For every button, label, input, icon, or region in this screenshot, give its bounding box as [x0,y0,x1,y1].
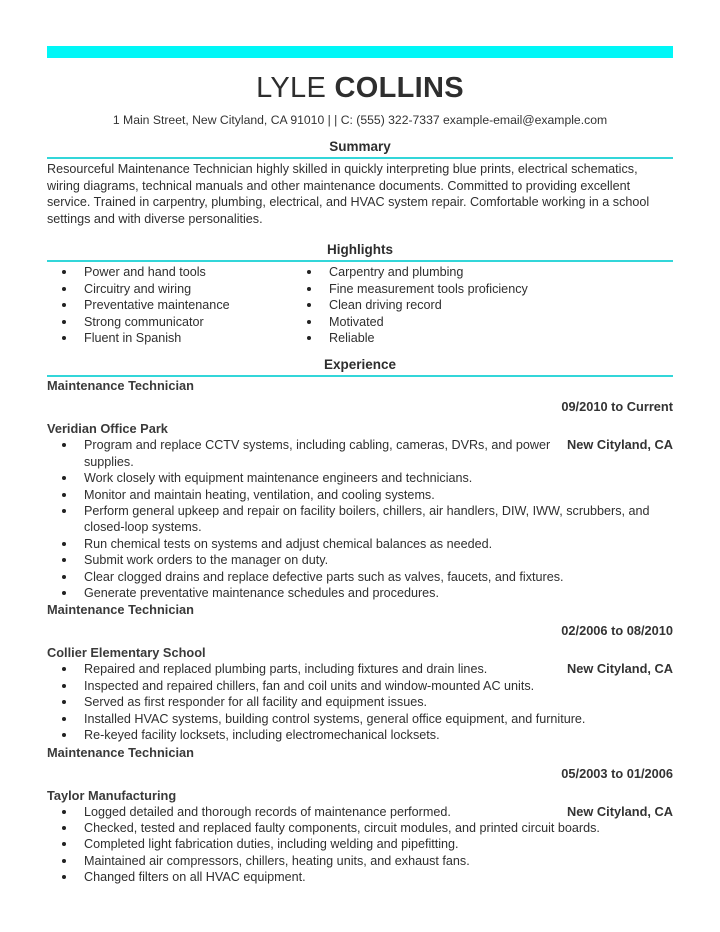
header-accent-bar [47,46,673,58]
job-body [47,437,673,601]
duty-item: Clear clogged drains and replace defective parts such as valves, faucets, and fixtures. [47,569,684,585]
highlights-left-column [47,264,292,346]
job-location: New Cityland, CA [567,803,673,819]
duty-item: Run chemical tests on systems and adjust chemical balances as needed. [47,536,557,552]
contact-info: 1 Main Street, New Cityland, CA 91010 | | C: (555) 322-7337 example-email@example.com [112,113,608,127]
job-body [47,804,673,886]
job-location: New Cityland, CA [567,437,673,453]
experience-heading: Experience [47,357,673,377]
duty-item: Maintained air compressors, chillers, heating units, and exhaust fans. [47,853,557,869]
duty-item: Served as first responder for all facility and equipment issues. [47,694,557,710]
duty-item: Logged detailed and thorough records of maintenance performed. [47,804,557,820]
job-title: Maintenance Technician [47,378,194,394]
duty-item: Installed HVAC systems, building control systems, general office equipment, and furniture. [47,711,684,727]
job-entry [47,378,673,601]
company-name: Taylor Manufacturing [47,787,177,803]
duty-item: Submit work orders to the manager on duty. [47,552,557,568]
job-body [47,661,673,743]
duty-item: Generate preventative maintenance schedules and procedures. [47,585,557,601]
job-dates: 05/2003 to 01/2006 [561,765,673,781]
highlights-list [47,264,673,346]
highlights-right-column [292,264,528,346]
job-title: Maintenance Technician [47,744,194,760]
duty-item: Program and replace CCTV systems, including cabling, cameras, DVRs, and power supplies. [47,437,557,470]
duty-item: Changed filters on all HVAC equipment. [47,869,557,885]
duties-list [47,804,600,886]
duty-item: Inspected and repaired chillers, fan and coil units and window-mounted AC units. [47,678,684,694]
summary-heading: Summary [47,139,673,159]
job-dates: 02/2006 to 08/2010 [561,623,673,639]
highlight-item: Strong communicator [47,314,292,330]
highlight-item: Power and hand tools [47,264,292,280]
duty-item: Work closely with equipment maintenance engineers and technicians. [47,470,557,486]
job-title: Maintenance Technician [47,602,194,618]
last-name: COLLINS [334,72,464,104]
duty-item: Completed light fabrication duties, including welding and pipefitting. [47,836,557,852]
highlights-heading: Highlights [47,242,673,262]
highlight-item: Clean driving record [292,297,528,313]
company-name: Veridian Office Park [47,421,168,437]
job-entry [47,602,673,743]
duty-item: Re-keyed facility locksets, including electromechanical locksets. [47,727,557,743]
company-name: Collier Elementary School [47,645,206,661]
job-entry [47,745,673,886]
duties-list [47,661,586,743]
first-name: LYLE [256,72,327,104]
candidate-name [47,71,673,105]
duty-item: Perform general upkeep and repair on facility boilers, chillers, air handlers, DIW, IWW, scrubbers, and closed-loop systems. [47,503,684,536]
job-dates: 09/2010 to Current [561,399,673,415]
duty-item: Checked, tested and replaced faulty components, circuit modules, and printed circuit boards. [47,820,684,836]
job-location: New Cityland, CA [567,661,673,677]
highlight-item: Preventative maintenance [47,297,292,313]
duty-item: Repaired and replaced plumbing parts, including fixtures and drain lines. [47,661,557,677]
highlight-item: Fluent in Spanish [47,330,292,346]
highlight-item: Circuitry and wiring [47,281,292,297]
resume-page [47,46,673,886]
summary-text: Resourceful Maintenance Technician highly skilled in quickly interpreting blue prints, electrical schematics, wiring diagrams, technical manuals and other maintenance documents. Committed to providing excellent service. Trained in carpentry, plumbing, electrical, and HVAC system repair. Comfortable working in a school settings and with diverse personalities. [47,162,650,226]
highlight-item: Motivated [292,314,528,330]
highlight-item: Reliable [292,330,528,346]
duty-item: Monitor and maintain heating, ventilation, and cooling systems. [47,487,557,503]
highlight-item: Fine measurement tools proficiency [292,281,528,297]
highlight-item: Carpentry and plumbing [292,264,528,280]
